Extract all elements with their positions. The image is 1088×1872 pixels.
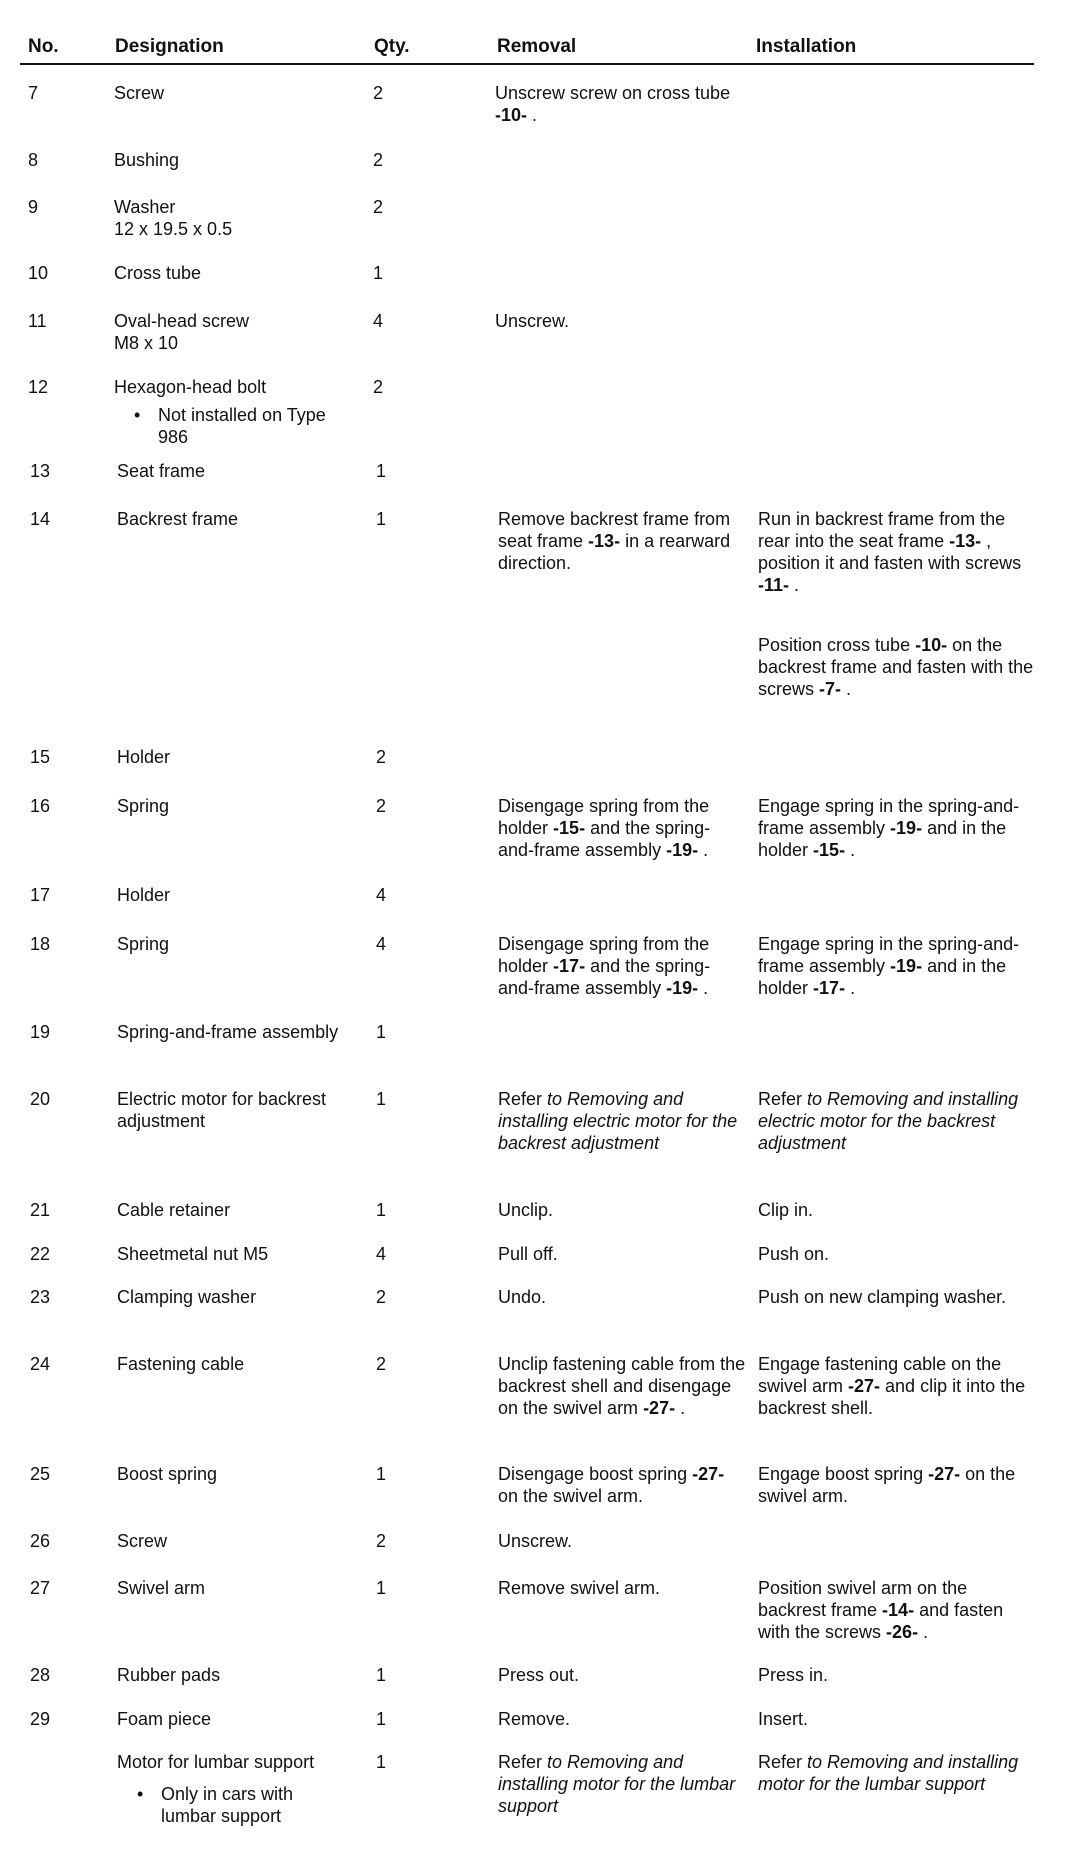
row-10-qty: 1 [373, 263, 384, 283]
header-qty: Qty. [374, 36, 410, 57]
row-22-installation: Push on. [758, 1244, 830, 1264]
row-16-no: 16 [30, 796, 51, 816]
row-24-qty: 2 [376, 1354, 387, 1374]
row-23-designation: Clamping washer [117, 1287, 257, 1307]
row-13-qty: 1 [376, 461, 387, 481]
row-24-installation: Engage fastening cable on the swivel arm -27- and clip it into the backrest shell. [758, 1354, 1026, 1418]
row-16-removal: Disengage spring from the holder -15- and the spring-and-frame assembly -19- . [498, 796, 711, 860]
row-14-installation-note: Position cross tube -10- on the backrest frame and fasten with the screws -7- . [758, 635, 1034, 699]
row-22-designation: Sheetmetal nut M5 [117, 1244, 269, 1264]
row-8-no: 8 [28, 150, 39, 170]
row-12-qty: 2 [373, 377, 384, 397]
row-15-no: 15 [30, 747, 51, 767]
row-27-no: 27 [30, 1578, 51, 1598]
row-19-qty: 1 [376, 1022, 387, 1042]
row-16-qty: 2 [376, 796, 387, 816]
header-installation: Installation [756, 36, 857, 57]
row-7-designation: Screw [114, 83, 165, 103]
row-18-designation: Spring [117, 934, 170, 954]
row-29-designation: Foam piece [117, 1709, 212, 1729]
row-9-qty: 2 [373, 197, 384, 217]
row-14-designation: Backrest frame [117, 509, 239, 529]
row-27-designation: Swivel arm [117, 1578, 206, 1598]
row-17-no: 17 [30, 885, 51, 905]
header-divider [20, 63, 1034, 65]
row-20-designation: Electric motor for backrest adjustment [117, 1089, 327, 1131]
row-20-installation: Refer to Removing and installing electric motor for the backrest adjustment [758, 1089, 1019, 1153]
row-18-qty: 4 [376, 934, 387, 954]
row-lumbar-removal: Refer to Removing and installing motor for the lumbar support [498, 1752, 736, 1816]
row-27-installation: Position swivel arm on the backrest frame -14- and fasten with the screws -26- . [758, 1578, 1004, 1642]
row-25-no: 25 [30, 1464, 51, 1484]
row-24-removal: Unclip fastening cable from the backrest shell and disengage on the swivel arm -27- . [498, 1354, 746, 1418]
row-24-no: 24 [30, 1354, 51, 1374]
row-11-designation: Oval-head screw M8 x 10 [114, 311, 250, 353]
row-26-removal: Unscrew. [498, 1531, 573, 1551]
row-28-removal: Press out. [498, 1665, 580, 1685]
row-22-no: 22 [30, 1244, 51, 1264]
row-24-designation: Fastening cable [117, 1354, 245, 1374]
row-29-qty: 1 [376, 1709, 387, 1729]
row-19-no: 19 [30, 1022, 51, 1042]
row-16-installation: Engage spring in the spring-and-frame assembly -19- and in the holder -15- . [758, 796, 1020, 860]
row-17-qty: 4 [376, 885, 387, 905]
row-12-no: 12 [28, 377, 49, 397]
row-27-removal: Remove swivel arm. [498, 1578, 661, 1598]
row-8-designation: Bushing [114, 150, 180, 170]
row-22-removal: Pull off. [498, 1244, 558, 1264]
header-removal: Removal [497, 36, 577, 57]
row-18-removal: Disengage spring from the holder -17- and the spring-and-frame assembly -19- . [498, 934, 711, 998]
row-7-no: 7 [28, 83, 39, 103]
row-lumbar-qty: 1 [376, 1752, 387, 1772]
row-21-no: 21 [30, 1200, 51, 1220]
row-15-designation: Holder [117, 747, 171, 767]
row-lumbar-installation: Refer to Removing and installing motor for the lumbar support [758, 1752, 1019, 1794]
row-29-removal: Remove. [498, 1709, 571, 1729]
row-14-qty: 1 [376, 509, 387, 529]
row-25-installation: Engage boost spring -27- on the swivel arm. [758, 1464, 1016, 1506]
row-20-removal: Refer to Removing and installing electric motor for the backrest adjustment [498, 1089, 738, 1153]
row-11-removal: Unscrew. [495, 311, 570, 331]
row-29-installation: Insert. [758, 1709, 809, 1729]
row-14-installation: Run in backrest frame from the rear into the seat frame -13- , position it and fasten with screws -11- . [758, 509, 1022, 595]
row-20-no: 20 [30, 1089, 51, 1109]
row-28-designation: Rubber pads [117, 1665, 221, 1685]
row-lumbar-designation: Motor for lumbar support [117, 1752, 315, 1772]
row-21-removal: Unclip. [498, 1200, 554, 1220]
row-14-removal: Remove backrest frame from seat frame -13- in a rearward direction. [498, 509, 731, 573]
parts-table: No. Designation Qty. Removal Installation 7 Screw 2 Unscrew screw on cross tube -10- . 8 Bushing 2 9 Washer 12 x 19.5 x 0.5 2 10 Cross tube 1 11 Oval-head screw M8 x 10 4 Unscrew. 12 Hexagon-head bolt 2 • Not installed on Type 986 13 Seat frame 1 14 Backrest frame 1 Remove backrest frame from seat frame -13- in a rearward direction. Run in backrest frame from the rear into the seat frame -13- , position it and fasten with screws -11- . Position cross tube -10- on the backrest frame and fasten with the screws -7- . 15 Holder 2 16 Spring 2 Disengage spring from the holder -15- and the spring-and-frame assembly -19- . Engage spring in the spring-and-frame assembly -19- and in the holder -15- . 17 Holder 4 18 Spring 4 Disengage spring from the holder -17- and the spring-and-frame assembly -19- . Engage spring in the spring-and-frame assembly -19- and in the holder -17- . 19 Spring-and-frame assembly 1 20 Electric motor for backrest adjustment 1 Refer to Removing and installing electric motor for the backrest adjustment Refer to Removing and installing electric motor for the backrest adjustment 21 Cable retainer 1 Unclip. Clip in. 22 Sheetmetal nut M5 4 Pull off. Push on. 23 Clamping washer 2 Undo. Push on new clamping washer. 24 Fastening cable 2 Unclip fastening cable from the backrest shell and disengage on the swivel arm -27- . Engage fastening cable on the swivel arm -27- and clip it into the backrest shell. 25 Boost spring 1 Disengage boost spring -27- on the swivel arm. Engage boost spring -27- on the swivel arm. 26 Screw 2 Unscrew. 27 Swivel arm 1 Remove swivel arm. Position swivel arm on the backrest frame -14- and fasten with the screws -26- . 28 Rubber pads 1 Press out. Press in. 29 Foam piece 1 Remove. Insert. Motor for lumbar support 1 Refer to Removing and installing motor for the lumbar support Refer to Removing and installing motor for the lumbar support • Only in cars with lumbar support [0, 0, 1088, 1872]
row-22-qty: 4 [376, 1244, 387, 1264]
row-28-installation: Press in. [758, 1665, 829, 1685]
row-21-designation: Cable retainer [117, 1200, 231, 1220]
row-11-qty: 4 [373, 311, 384, 331]
row-23-installation: Push on new clamping washer. [758, 1287, 1007, 1307]
header-designation: Designation [115, 36, 224, 57]
row-7-qty: 2 [373, 83, 384, 103]
row-21-installation: Clip in. [758, 1200, 814, 1220]
row-28-no: 28 [30, 1665, 51, 1685]
row-14-no: 14 [30, 509, 51, 529]
row-13-designation: Seat frame [117, 461, 206, 481]
row-13-no: 13 [30, 461, 51, 481]
row-26-no: 26 [30, 1531, 51, 1551]
row-17-designation: Holder [117, 885, 171, 905]
row-19-designation: Spring-and-frame assembly [117, 1022, 339, 1042]
row-12-designation: Hexagon-head bolt [114, 377, 267, 397]
row-8-qty: 2 [373, 150, 384, 170]
row-26-designation: Screw [117, 1531, 168, 1551]
row-18-no: 18 [30, 934, 51, 954]
row-16-designation: Spring [117, 796, 170, 816]
row-21-qty: 1 [376, 1200, 387, 1220]
row-23-removal: Undo. [498, 1287, 547, 1307]
row-15-qty: 2 [376, 747, 387, 767]
row-25-qty: 1 [376, 1464, 387, 1484]
row-18-installation: Engage spring in the spring-and-frame assembly -19- and in the holder -17- . [758, 934, 1020, 998]
row-9-no: 9 [28, 197, 39, 217]
row-9-designation: Washer 12 x 19.5 x 0.5 [114, 197, 233, 239]
row-11-no: 11 [28, 311, 47, 331]
row-27-qty: 1 [376, 1578, 387, 1598]
row-28-qty: 1 [376, 1665, 387, 1685]
row-23-qty: 2 [376, 1287, 387, 1307]
row-7-removal: Unscrew screw on cross tube -10- . [495, 83, 731, 125]
row-26-qty: 2 [376, 1531, 387, 1551]
row-25-removal: Disengage boost spring -27- on the swivel arm. [498, 1464, 725, 1506]
header-no: No. [28, 36, 59, 57]
row-29-no: 29 [30, 1709, 51, 1729]
row-25-designation: Boost spring [117, 1464, 218, 1484]
row-10-designation: Cross tube [114, 263, 202, 283]
row-23-no: 23 [30, 1287, 51, 1307]
row-20-qty: 1 [376, 1089, 387, 1109]
row-10-no: 10 [28, 263, 49, 283]
